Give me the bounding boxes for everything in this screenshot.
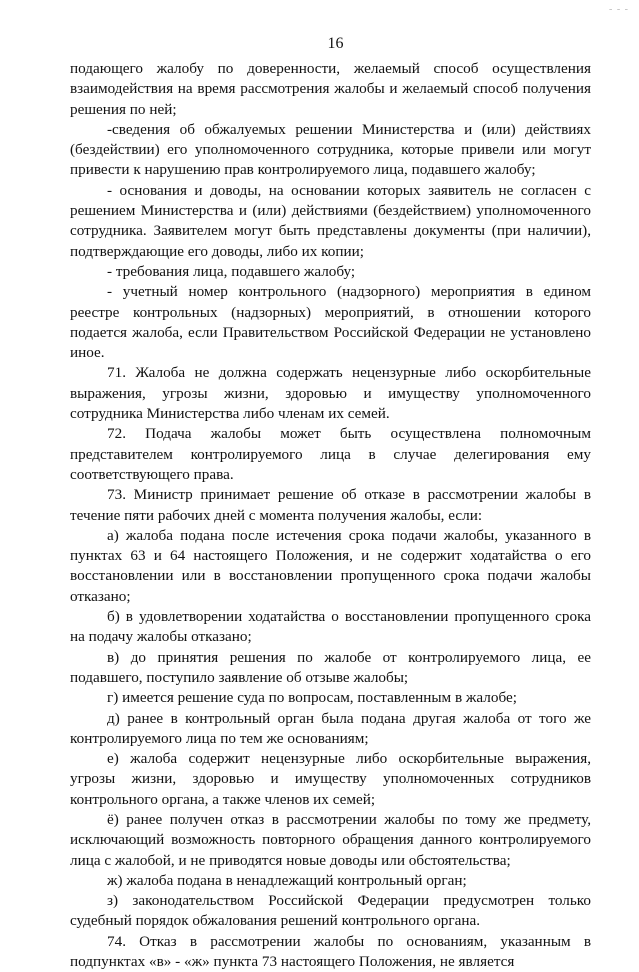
paragraph: 71. Жалоба не должна содержать нецензурные либо оскорбительные выражения, угрозы жизни, здоровью и имуществу уполномоченного сотрудника Министерства либо членам их семей. (70, 364, 591, 423)
paragraph: б) в удовлетворении ходатайства о восстановлении пропущенного срока на подачу жалобы отказано; (70, 608, 591, 646)
document-body (70, 59, 591, 972)
paragraph: -сведения об обжалуемых решении Министерства и (или) действиях (бездействии) его уполномоченного сотрудника, которые привели или могут привести к нарушению прав контролируемого лица, подавшего жалобу; (70, 120, 591, 179)
paragraph: з) законодательством Российской Федерации предусмотрен только судебный порядок обжалования решений контрольного органа. (70, 892, 591, 930)
paragraph: - требования лица, подавшего жалобу; (107, 262, 356, 280)
paragraph: е) жалоба содержит нецензурные либо оскорбительные выражения, угрозы жизни, здоровью и имуществу уполномоченных сотрудников контрольного органа, а также членов их семей; (70, 750, 591, 808)
paragraph: - учетный номер контрольного (надзорного) мероприятия в едином реестре контрольных (надзорных) мероприятий, в отношении которого подается жалоба, если Правительством Российской Федерации не установлено иное. (70, 283, 591, 362)
paragraph: ж) жалоба подана в ненадлежащий контрольный орган; (107, 871, 467, 889)
scan-corner-mark: - - - (609, 4, 629, 15)
paragraph: 72. Подача жалобы может быть осуществлена полномочным представителем контролируемого лица в случае делегирования ему соответствующего права. (70, 425, 591, 483)
paragraph: подающего жалобу по доверенности, желаемый способ осуществления взаимодействия на время рассмотрения жалобы и желаемый способ получения решения по ней; (70, 60, 591, 118)
paragraph: ё) ранее получен отказ в рассмотрении жалобы по тому же предмету, исключающий возможность повторного обращения данного контролируемого лица с жалобой, и не приводятся новые доводы или обстоятельства; (70, 810, 591, 869)
paragraph: - основания и доводы, на основании которых заявитель не согласен с решением Министерства и (или) действиями (бездействием) уполномоченного сотрудника. Заявителем могут быть представлены документы (при наличии), подтверждающие его доводы, либо их копии; (70, 181, 591, 260)
paragraph: в) до принятия решения по жалобе от контролируемого лица, ее подавшего, поступило заявление об отзыве жалобы; (70, 648, 591, 686)
paragraph: д) ранее в контрольный орган была подана другая жалоба от того же контролируемого лица по тем же основаниям; (70, 709, 591, 747)
paragraph: а) жалоба подана после истечения срока подачи жалобы, указанного в пунктах 63 и 64 настоящего Положения, и не содержит ходатайства о его восстановлении или в восстановлении пропущенного срока подачи жалобы отказано; (70, 526, 591, 605)
paragraph: г) имеется решение суда по вопросам, поставленным в жалобе; (107, 689, 517, 707)
paragraph: 73. Министр принимает решение об отказе в рассмотрении жалобы в течение пяти рабочих дней с момента получения жалобы, если: (70, 486, 591, 524)
page-number: 16 (327, 35, 344, 52)
paragraph: 74. Отказ в рассмотрении жалобы по основаниям, указанным в подпунктах «в» - «ж» пункта 73 настоящего Положения, не является (70, 932, 591, 971)
